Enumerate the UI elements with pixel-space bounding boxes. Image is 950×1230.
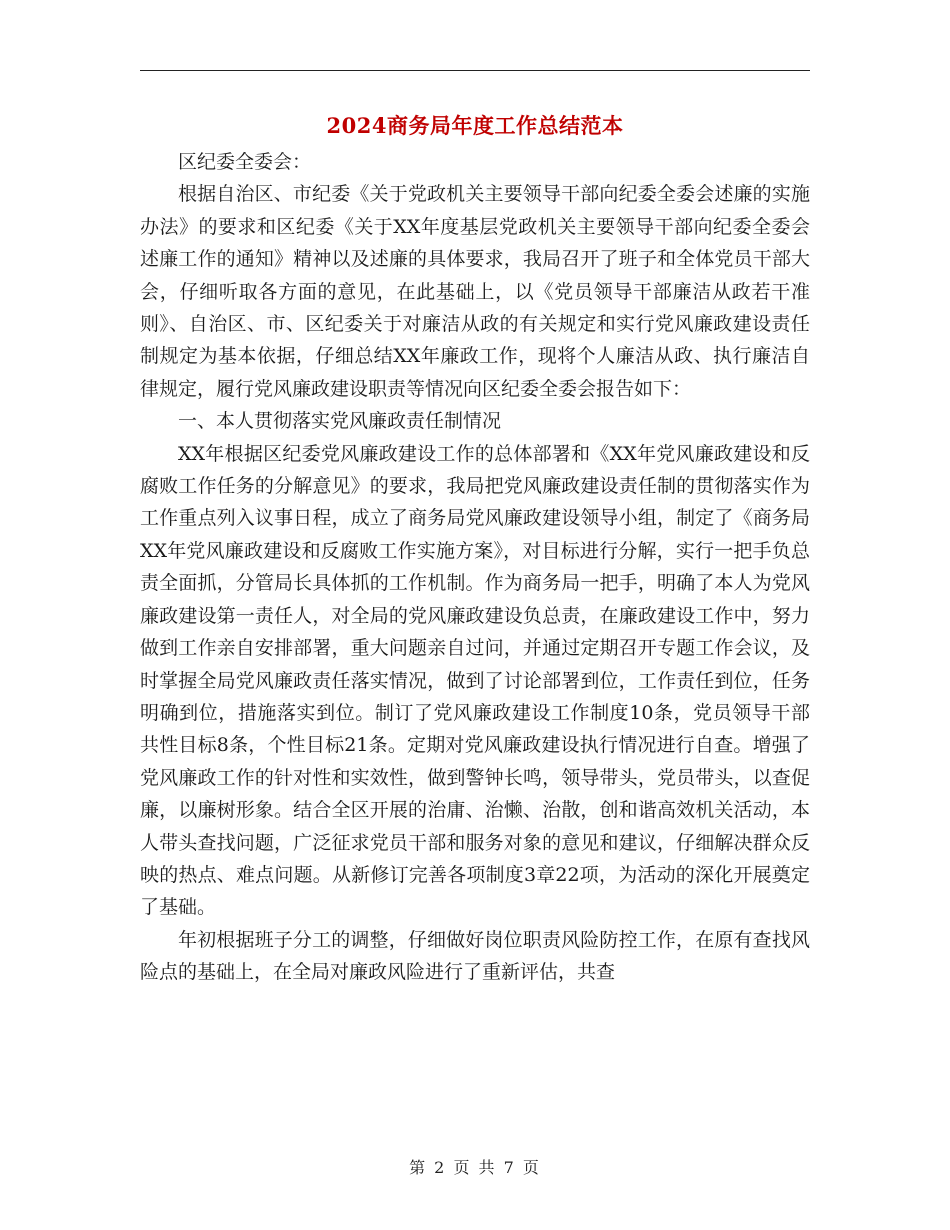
- document-title: 2024商务局年度工作总结范本: [326, 113, 624, 138]
- header-rule: [140, 70, 810, 71]
- paragraph-responsibility: XX年根据区纪委党风廉政建设工作的总体部署和《XX年党风廉政建设和反腐败工作任务的分解意见》的要求，我局把党风廉政建设责任制的贯彻落实作为工作重点列入议事日程，成立了商务局党风廉政建设领导小组，制定了《商务局XX年党风廉政建设和反腐败工作实施方案》，对目标进行分解，实行一把手负总责全面抓，分管局长具体抓的工作机制。作为商务局一把手，明确了本人为党风廉政建设第一责任人，对全局的党风廉政建设负总责，在廉政建设工作中，努力做到工作亲自安排部署，重大问题亲自过问，并通过定期召开专题工作会议，及时掌握全局党风廉政责任落实情况，做到了讨论部署到位，工作责任到位，任务明确到位，措施落实到位。制订了党风廉政建设工作制度10条，党员领导干部共性目标8条，个性目标21条。定期对党风廉政建设执行情况进行自查。增强了党风廉政工作的针对性和实效性，做到警钟长鸣，领导带头，党员带头，以查促廉，以廉树形象。结合全区开展的治庸、治懒、治散，创和谐高效机关活动，本人带头查找问题，广泛征求党员干部和服务对象的意见和建议，仔细解决群众反映的热点、难点问题。从新修订完善各项制度3章22项，为活动的深化开展奠定了基础。: [140, 442, 810, 919]
- page-number: 第 2 页 共 7 页: [409, 1158, 541, 1177]
- section-heading: 一、本人贯彻落实党风廉政责任制情况: [178, 410, 502, 433]
- paragraph-risk-control: 年初根据班子分工的调整，仔细做好岗位职责风险防控工作，在原有查找风险点的基础上，在全局对廉政风险进行了重新评估，共查: [140, 928, 810, 984]
- salutation: 区纪委全委会：: [178, 151, 312, 173]
- document-body: [140, 146, 810, 989]
- paragraph-intro: 根据自治区、市纪委《关于党政机关主要领导干部向纪委全委会述廉的实施办法》的要求和区纪委《关于XX年度基层党政机关主要领导干部向纪委全委会述廉工作的通知》精神以及述廉的具体要求，我局召开了班子和全体党员干部大会，仔细听取各方面的意见，在此基础上，以《党员领导干部廉洁从政若干准则》、自治区、市、区纪委关于对廉洁从政的有关规定和实行党风廉政建设责任制规定为基本依据，仔细总结XX年廉政工作，现将个人廉洁从政、执行廉洁自律规定，履行党风廉政建设职责等情况向区纪委全委会报告如下：: [140, 183, 810, 400]
